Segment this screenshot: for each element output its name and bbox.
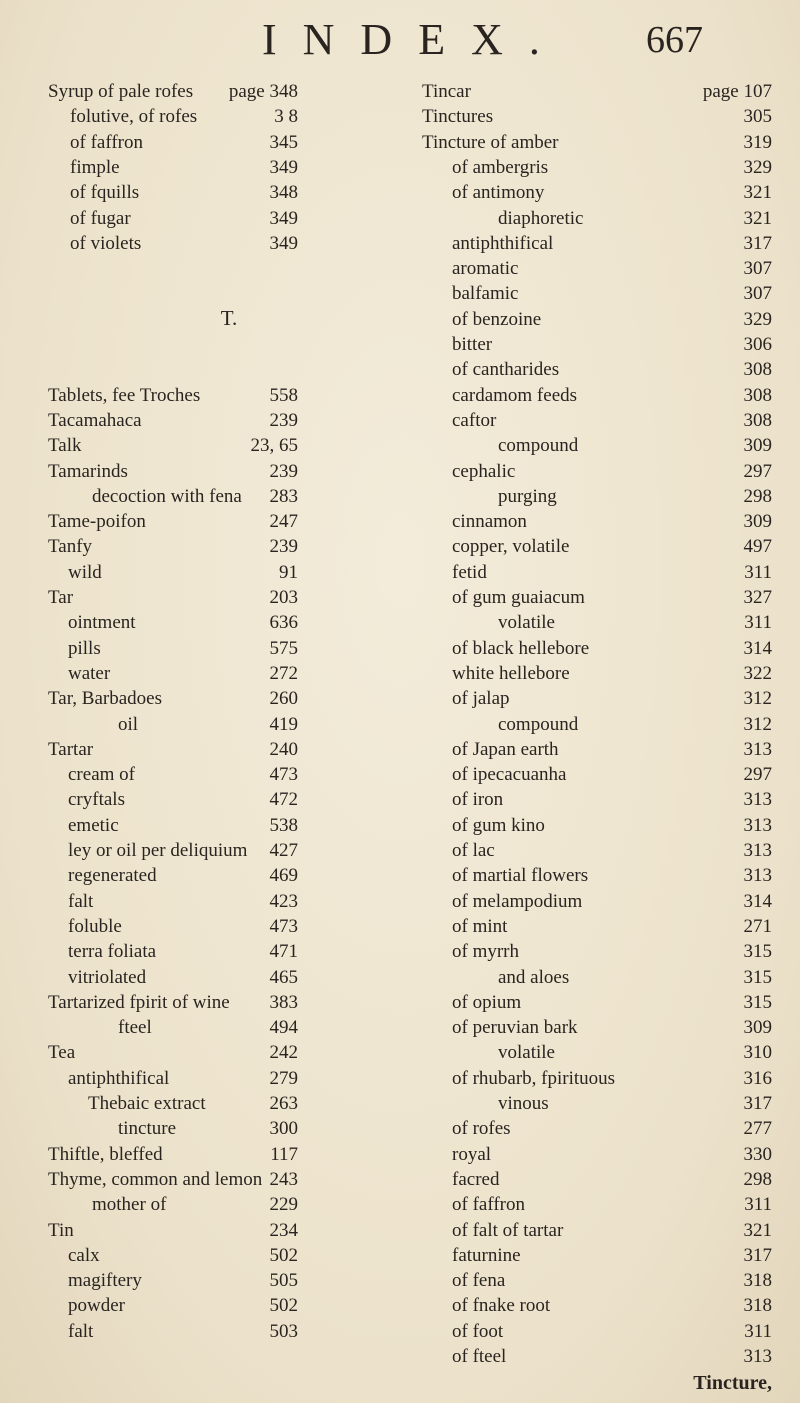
entry-page: 263 bbox=[269, 1093, 298, 1114]
entry-term: cinnamon bbox=[452, 511, 527, 533]
entry-page: 313 bbox=[743, 1346, 772, 1367]
index-entry bbox=[48, 205, 410, 233]
entry-page: 283 bbox=[269, 485, 298, 507]
index-entry bbox=[422, 356, 772, 384]
entry-page: 315 bbox=[743, 966, 772, 988]
entry-page: 240 bbox=[269, 738, 298, 760]
index-entry bbox=[422, 736, 772, 764]
entry-term: diaphoretic bbox=[498, 207, 584, 229]
entry-term: of falt of tartar bbox=[452, 1219, 564, 1241]
index-entry bbox=[422, 609, 772, 637]
entry-term: Tartar bbox=[48, 738, 94, 760]
entry-term: falt bbox=[68, 890, 94, 912]
index-entry bbox=[48, 1318, 410, 1346]
index-entry bbox=[48, 837, 410, 865]
entry-page: 3 8 bbox=[274, 106, 298, 128]
entry-page: 316 bbox=[743, 1067, 772, 1089]
entry-page: 229 bbox=[269, 1194, 298, 1216]
entry-page: 469 bbox=[269, 865, 298, 887]
entry-term: fimple bbox=[70, 156, 120, 178]
index-entry bbox=[48, 1166, 410, 1194]
index-entry bbox=[48, 1141, 410, 1169]
index-entry bbox=[422, 964, 772, 992]
entry-term: faturnine bbox=[452, 1244, 521, 1266]
entry-term: of lac bbox=[452, 840, 495, 861]
index-entry bbox=[422, 154, 772, 182]
index-entry bbox=[48, 432, 410, 460]
index-entry bbox=[48, 154, 410, 182]
index-entry bbox=[422, 103, 772, 131]
entry-term: volatile bbox=[498, 612, 555, 634]
index-entry bbox=[48, 458, 410, 486]
entry-page: 308 bbox=[743, 359, 772, 381]
index-entry bbox=[422, 1318, 772, 1346]
entry-page: 117 bbox=[270, 1143, 298, 1165]
index-entry bbox=[48, 888, 410, 916]
entry-term: of rofes bbox=[452, 1118, 511, 1140]
entry-page: 349 bbox=[269, 207, 298, 229]
entry-page: 313 bbox=[743, 814, 772, 836]
entry-term: of cantharides bbox=[452, 359, 560, 381]
entry-page: 313 bbox=[743, 865, 772, 887]
index-entry bbox=[422, 458, 772, 486]
entry-page: 345 bbox=[269, 131, 298, 153]
entry-page: 636 bbox=[269, 612, 298, 634]
index-entry bbox=[422, 306, 772, 334]
index-entry bbox=[48, 938, 410, 966]
entry-term: Tin bbox=[48, 1219, 74, 1241]
entry-page: 505 bbox=[269, 1270, 298, 1292]
index-entry bbox=[48, 407, 410, 435]
index-entry bbox=[48, 533, 410, 561]
index-entry bbox=[422, 660, 772, 688]
entry-page: 321 bbox=[743, 207, 772, 229]
entry-page: 312 bbox=[743, 688, 772, 710]
entry-page: 298 bbox=[743, 485, 772, 507]
entry-page: 203 bbox=[269, 587, 298, 608]
entry-term: foluble bbox=[68, 915, 122, 937]
entry-term: caftor bbox=[452, 409, 497, 431]
entry-page: 383 bbox=[269, 991, 298, 1013]
index-entry bbox=[422, 179, 772, 207]
entry-term: Tar, Barbadoes bbox=[48, 688, 162, 710]
entry-term: Syrup of pale rofes bbox=[48, 81, 194, 102]
entry-page: 317 bbox=[743, 1093, 772, 1114]
entry-page: 277 bbox=[743, 1118, 772, 1140]
entry-page: 473 bbox=[269, 915, 298, 937]
entry-term: of myrrh bbox=[452, 941, 520, 963]
index-entry bbox=[422, 1217, 772, 1245]
index-entry bbox=[422, 382, 772, 410]
index-entry bbox=[48, 989, 410, 1017]
entry-page: 305 bbox=[743, 106, 772, 128]
index-entry bbox=[422, 837, 772, 865]
entry-page: 23, 65 bbox=[250, 435, 298, 457]
index-entry bbox=[48, 1090, 410, 1118]
entry-page: 465 bbox=[269, 966, 298, 988]
entry-page: 329 bbox=[743, 308, 772, 330]
index-entry bbox=[422, 533, 772, 561]
index-entry bbox=[422, 1039, 772, 1067]
entry-term: of black hellebore bbox=[452, 637, 590, 659]
index-entry bbox=[48, 711, 410, 739]
entry-term: of antimony bbox=[452, 182, 545, 204]
index-entry bbox=[422, 129, 772, 157]
index-entry bbox=[422, 483, 772, 511]
section-letter: T. bbox=[220, 305, 238, 330]
entry-term: of fugar bbox=[70, 207, 131, 229]
entry-page: 321 bbox=[743, 1219, 772, 1241]
entry-page: 423 bbox=[269, 890, 298, 912]
index-entry bbox=[48, 1292, 410, 1320]
index-entry bbox=[422, 559, 772, 587]
index-entry bbox=[422, 78, 772, 106]
entry-page: 272 bbox=[269, 662, 298, 684]
entry-term: magiftery bbox=[68, 1270, 142, 1292]
entry-term: of fteel bbox=[452, 1346, 507, 1367]
entry-term: Tacamahaca bbox=[48, 409, 142, 431]
index-entry bbox=[422, 280, 772, 308]
entry-term: cream of bbox=[68, 764, 135, 786]
index-entry bbox=[48, 1242, 410, 1270]
entry-page: 318 bbox=[743, 1295, 772, 1317]
entry-term: bitter bbox=[452, 334, 493, 355]
index-entry bbox=[48, 559, 410, 587]
index-entry bbox=[48, 129, 410, 157]
entry-page: 317 bbox=[743, 232, 772, 254]
entry-term: Tame-poifon bbox=[48, 511, 146, 533]
index-entry bbox=[422, 1090, 772, 1118]
index-entry bbox=[48, 862, 410, 890]
entry-page: 308 bbox=[743, 384, 772, 406]
entry-term: cephalic bbox=[452, 460, 516, 482]
entry-term: of jalap bbox=[452, 688, 510, 710]
entry-term: copper, volatile bbox=[452, 536, 570, 558]
entry-page: 558 bbox=[269, 384, 298, 406]
index-entry bbox=[422, 635, 772, 663]
entry-page: 308 bbox=[743, 409, 772, 431]
entry-page: 242 bbox=[269, 1042, 298, 1064]
index-entry bbox=[48, 78, 410, 106]
entry-term: vitriolated bbox=[68, 966, 147, 988]
index-entry bbox=[48, 483, 410, 511]
entry-term: water bbox=[68, 662, 111, 684]
entry-page: 314 bbox=[743, 637, 772, 659]
entry-page: 315 bbox=[743, 991, 772, 1013]
entry-page: 419 bbox=[269, 713, 298, 735]
entry-page: 307 bbox=[743, 283, 772, 305]
index-entry bbox=[48, 761, 410, 789]
index-entry bbox=[422, 205, 772, 233]
entry-term: cryftals bbox=[68, 789, 125, 811]
entry-term: tincture bbox=[118, 1118, 177, 1140]
entry-page: 309 bbox=[743, 435, 772, 457]
entry-page: 349 bbox=[269, 156, 298, 178]
entry-term: of opium bbox=[452, 991, 522, 1013]
entry-term: of rhubarb, fpirituous bbox=[452, 1067, 616, 1089]
entry-term: of fnake root bbox=[452, 1295, 551, 1317]
entry-page: 497 bbox=[743, 536, 772, 558]
entry-term: ointment bbox=[68, 612, 136, 634]
entry-term: Tincture of amber bbox=[422, 131, 559, 153]
index-entry bbox=[48, 230, 410, 258]
entry-term: powder bbox=[68, 1295, 125, 1317]
index-entry bbox=[48, 1014, 410, 1042]
entry-page: 313 bbox=[743, 738, 772, 760]
entry-term: balfamic bbox=[452, 283, 519, 305]
entry-page: page 348 bbox=[228, 81, 298, 102]
index-entry bbox=[422, 1166, 772, 1194]
entry-page: 234 bbox=[269, 1219, 298, 1241]
entry-term: decoction with fena bbox=[92, 485, 242, 507]
entry-page: 349 bbox=[269, 232, 298, 254]
entry-page: 538 bbox=[269, 814, 298, 836]
entry-page: 306 bbox=[743, 334, 772, 355]
entry-term: of peruvian bark bbox=[452, 1017, 578, 1039]
entry-page: 321 bbox=[743, 182, 772, 204]
index-entry bbox=[48, 736, 410, 764]
entry-term: emetic bbox=[68, 814, 119, 836]
index-entry bbox=[422, 888, 772, 916]
index-entry bbox=[48, 609, 410, 637]
entry-term: of gum guaiacum bbox=[452, 587, 585, 608]
entry-term: royal bbox=[452, 1143, 492, 1165]
entry-page: 502 bbox=[269, 1244, 298, 1266]
entry-page: 427 bbox=[269, 840, 298, 861]
index-entry bbox=[422, 938, 772, 966]
entry-term: calx bbox=[68, 1244, 100, 1266]
index-entry bbox=[48, 179, 410, 207]
entry-term: terra foliata bbox=[68, 941, 157, 963]
index-entry bbox=[48, 103, 410, 131]
index-entry bbox=[48, 635, 410, 663]
index-entry bbox=[48, 786, 410, 814]
catchword: Tincture, bbox=[693, 1372, 772, 1395]
entry-page: 91 bbox=[279, 561, 298, 583]
index-entry bbox=[422, 331, 772, 359]
entry-term: white hellebore bbox=[452, 662, 570, 684]
entry-page: 330 bbox=[743, 1143, 772, 1165]
entry-page: 247 bbox=[269, 511, 298, 533]
index-entry bbox=[422, 1267, 772, 1295]
entry-page: 297 bbox=[743, 764, 772, 786]
entry-term: aromatic bbox=[452, 258, 519, 280]
index-entry bbox=[422, 1141, 772, 1169]
index-entry bbox=[422, 862, 772, 890]
entry-page: 311 bbox=[744, 1194, 772, 1216]
index-entry bbox=[422, 1014, 772, 1042]
entry-term: Tinctures bbox=[422, 106, 494, 128]
index-entry bbox=[422, 1191, 772, 1219]
index-entry bbox=[48, 1217, 410, 1245]
index-entry bbox=[422, 685, 772, 713]
index-entry bbox=[422, 255, 772, 283]
entry-term: cardamom feeds bbox=[452, 384, 578, 406]
index-entry bbox=[48, 1039, 410, 1067]
entry-term: Tincar bbox=[422, 81, 471, 102]
entry-page: 319 bbox=[743, 131, 772, 153]
entry-term: purging bbox=[498, 485, 557, 507]
entry-term: of benzoine bbox=[452, 308, 542, 330]
index-entry bbox=[48, 382, 410, 410]
entry-page: 311 bbox=[744, 561, 772, 583]
entry-term: of mint bbox=[452, 915, 508, 937]
entry-page: 297 bbox=[743, 460, 772, 482]
index-entry bbox=[48, 584, 410, 612]
index-entry bbox=[422, 407, 772, 435]
entry-page: 348 bbox=[269, 182, 298, 204]
index-entry bbox=[422, 786, 772, 814]
page-header bbox=[0, 12, 800, 68]
entry-page: 473 bbox=[269, 764, 298, 786]
entry-term: of ipecacuanha bbox=[452, 764, 567, 786]
entry-term: mother of bbox=[92, 1194, 167, 1216]
index-entry bbox=[422, 1292, 772, 1320]
entry-page: 260 bbox=[269, 688, 298, 710]
entry-term: volatile bbox=[498, 1042, 555, 1064]
index-entry bbox=[48, 964, 410, 992]
index-entry bbox=[422, 1115, 772, 1143]
entry-page: 239 bbox=[269, 409, 298, 431]
entry-term: of martial flowers bbox=[452, 865, 589, 887]
entry-term: wild bbox=[68, 561, 102, 583]
entry-page: 311 bbox=[744, 1320, 772, 1342]
index-entry bbox=[48, 913, 410, 941]
entry-term: falt bbox=[68, 1320, 94, 1342]
entry-page: 239 bbox=[269, 536, 298, 558]
index-entry bbox=[48, 685, 410, 713]
entry-term: antiphthifical bbox=[68, 1067, 170, 1089]
entry-term: of faffron bbox=[452, 1194, 525, 1216]
index-entry bbox=[422, 508, 772, 536]
entry-term: Thyme, common and lemon bbox=[48, 1168, 263, 1190]
index-entry bbox=[422, 761, 772, 789]
entry-term: pills bbox=[68, 637, 101, 659]
entry-page: 309 bbox=[743, 511, 772, 533]
entry-term: of gum kino bbox=[452, 814, 545, 836]
entry-term: oil bbox=[118, 713, 139, 735]
entry-term: of melampodium bbox=[452, 890, 583, 912]
entry-term: of iron bbox=[452, 789, 504, 811]
entry-page: 300 bbox=[269, 1118, 298, 1140]
entry-term: regenerated bbox=[68, 865, 157, 887]
entry-term: of ambergris bbox=[452, 156, 549, 178]
entry-page: 322 bbox=[743, 662, 772, 684]
entry-term: of Japan earth bbox=[452, 738, 559, 760]
entry-term: antiphthifical bbox=[452, 232, 554, 254]
entry-term: of fena bbox=[452, 1270, 506, 1292]
entry-page: 315 bbox=[743, 941, 772, 963]
entry-term: Thebaic extract bbox=[88, 1093, 206, 1114]
entry-term: folutive, of rofes bbox=[70, 106, 198, 128]
entry-page: 311 bbox=[744, 612, 772, 634]
entry-term: of violets bbox=[70, 232, 142, 254]
index-entry bbox=[48, 1115, 410, 1143]
index-entry bbox=[422, 1343, 772, 1371]
index-entry bbox=[48, 1267, 410, 1295]
index-entry bbox=[422, 989, 772, 1017]
entry-page: page 107 bbox=[702, 81, 772, 102]
entry-page: 318 bbox=[743, 1270, 772, 1292]
entry-page: 298 bbox=[743, 1168, 772, 1190]
entry-page: 243 bbox=[269, 1168, 298, 1190]
entry-term: compound bbox=[498, 713, 579, 735]
entry-term: Tar bbox=[48, 587, 74, 608]
index-entry bbox=[422, 1065, 772, 1093]
entry-term: Tea bbox=[48, 1042, 76, 1064]
entry-term: vinous bbox=[498, 1093, 549, 1114]
entry-page: 503 bbox=[269, 1320, 298, 1342]
entry-term: Thiftle, bleffed bbox=[48, 1143, 163, 1165]
entry-term: of foot bbox=[452, 1320, 504, 1342]
entry-page: 329 bbox=[743, 156, 772, 178]
index-entry bbox=[48, 660, 410, 688]
entry-term: of fquills bbox=[70, 182, 140, 204]
index-entry bbox=[422, 812, 772, 840]
index-entry bbox=[422, 230, 772, 258]
entry-page: 317 bbox=[743, 1244, 772, 1266]
entry-page: 327 bbox=[743, 587, 772, 608]
entry-page: 472 bbox=[269, 789, 298, 811]
entry-page: 239 bbox=[269, 460, 298, 482]
entry-term: ley or oil per deliquium bbox=[68, 840, 248, 861]
entry-page: 575 bbox=[269, 637, 298, 659]
entry-term: Tablets, fee Troches bbox=[48, 384, 201, 406]
entry-page: 313 bbox=[743, 789, 772, 811]
entry-page: 312 bbox=[743, 713, 772, 735]
entry-page: 502 bbox=[269, 1295, 298, 1317]
index-entry bbox=[422, 432, 772, 460]
entry-term: Tanfy bbox=[48, 536, 93, 558]
entry-term: compound bbox=[498, 435, 579, 457]
entry-term: Tartarized fpirit of wine bbox=[48, 991, 230, 1013]
entry-page: 313 bbox=[743, 840, 772, 861]
entry-page: 279 bbox=[269, 1067, 298, 1089]
entry-term: fteel bbox=[118, 1017, 152, 1039]
index-entry bbox=[422, 1242, 772, 1270]
index-entry bbox=[422, 711, 772, 739]
index-entry bbox=[48, 508, 410, 536]
entry-term: and aloes bbox=[498, 966, 570, 988]
index-entry bbox=[422, 584, 772, 612]
index-entry bbox=[48, 1191, 410, 1219]
entry-page: 314 bbox=[743, 890, 772, 912]
entry-term: Tamarinds bbox=[48, 460, 128, 482]
entry-page: 494 bbox=[269, 1017, 298, 1039]
index-entry bbox=[422, 913, 772, 941]
entry-term: fetid bbox=[452, 561, 487, 583]
entry-page: 271 bbox=[743, 915, 772, 937]
entry-page: 310 bbox=[743, 1042, 772, 1064]
entry-term: facred bbox=[452, 1168, 500, 1190]
entry-page: 309 bbox=[743, 1017, 772, 1039]
entry-term: of faffron bbox=[70, 131, 143, 153]
index-entry bbox=[48, 812, 410, 840]
index-entry bbox=[48, 1065, 410, 1093]
index-heading: INDEX. bbox=[262, 15, 566, 64]
entry-page: 307 bbox=[743, 258, 772, 280]
page-number: 667 bbox=[646, 19, 703, 61]
entry-term: Talk bbox=[48, 435, 82, 457]
entry-page: 471 bbox=[269, 941, 298, 963]
